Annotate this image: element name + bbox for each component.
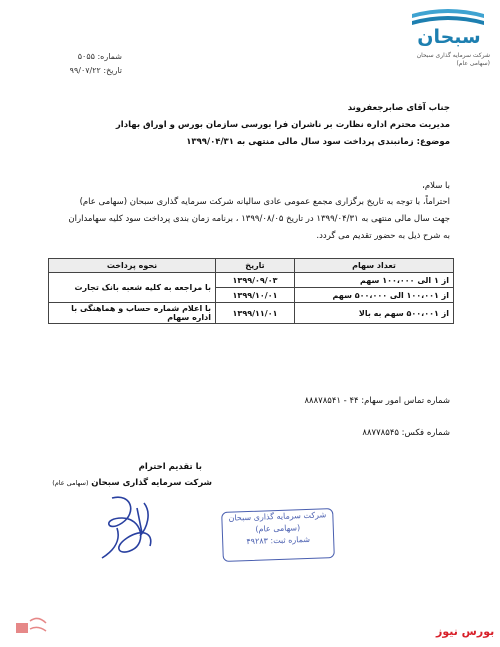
greeting: با سلام،: [422, 181, 450, 191]
letter-subject: موضوع: زمانبندی پرداخت سود سال مالی منتهی به ۱۳۹۹/۰۴/۳۱: [186, 137, 450, 147]
table-row: [49, 303, 454, 324]
body-line-1: احتراماً، با توجه به تاریخ برگزاری مجمع عمومی عادی سالیانه شرکت سرمایه گذاری سبحان (سهامی عام): [79, 197, 450, 207]
watermark-logo-icon: [14, 615, 48, 637]
stamp-line-1: شرکت سرمایه گذاری سبحان: [228, 510, 327, 523]
logo-wordmark: سبحان: [417, 26, 481, 48]
shares-cell: از ۱۰۰،۰۰۱ الی ۵۰۰،۰۰۰ سهم: [295, 288, 454, 303]
stamp-line-3: شماره ثبت: ۴۹۲۸۳: [246, 534, 311, 547]
body-line-2: جهت سال مالی منتهی به ۱۳۹۹/۰۴/۳۱ در تاریخ ۱۳۹۹/۰۸/۰۵ ، برنامه زمان بندی پرداخت سود کلیه سهامداران: [68, 214, 450, 224]
letter-date: تاریخ: ۹۹/۰۷/۲۲: [69, 66, 122, 75]
header-shares: تعداد سهام: [295, 259, 454, 273]
logo-subtitle-name: شرکت سرمایه گذاری سبحان: [416, 52, 490, 59]
date-cell: ۱۳۹۹/۱۱/۰۱: [216, 303, 295, 324]
closing-company-name: شرکت سرمایه گذاری سبحان: [91, 478, 212, 488]
body-line-3: به شرح ذیل به حضور تقدیم می گردد.: [316, 231, 450, 241]
stamp-line-2: (سهامی عام): [255, 523, 301, 534]
shares-cell: از ۱ الی ۱۰۰،۰۰۰ سهم: [295, 273, 454, 288]
shares-cell: از ۵۰۰،۰۰۱ سهم به بالا: [295, 303, 454, 324]
method-cell: [49, 303, 216, 324]
method-line-1: با اعلام شماره حساب و هماهنگی با: [71, 304, 211, 313]
logo-subtitle: [408, 52, 490, 68]
method-line-2: اداره سهام: [167, 313, 211, 322]
table-header-row: [49, 259, 454, 273]
method-cell: با مراجعه به کلیه شعبه بانک تجارت: [49, 273, 216, 303]
letter-number: شماره: ۵۰۵۵: [77, 52, 122, 61]
recipient-title: مدیریت محترم اداره نظارت بر ناشران فرا بورسی سازمان بورس و اوراق بهادار: [115, 120, 450, 130]
company-stamp: [221, 508, 335, 562]
closing-regards: [40, 462, 450, 473]
signature-image: [92, 488, 172, 568]
contact-phone: شماره تماس امور سهام: ۴۴ - ۸۸۸۷۸۵۴۱: [304, 396, 450, 406]
header-method: نحوه پرداخت: [49, 259, 216, 273]
logo-subtitle-type: (سهامی عام): [456, 60, 490, 67]
contact-fax: شماره فکس: ۸۸۷۷۸۵۴۵: [362, 428, 450, 438]
date-cell: ۱۳۹۹/۱۰/۰۱: [216, 288, 295, 303]
closing-company-type: (سهامی عام): [52, 479, 89, 487]
source-brand: بورس نیوز: [436, 625, 495, 638]
recipient-name: جناب آقای صابرجعفروند: [347, 103, 450, 113]
table-row: [49, 273, 454, 288]
header-date: تاریخ: [216, 259, 295, 273]
payment-schedule-table: [48, 258, 454, 324]
date-cell: ۱۳۹۹/۰۹/۰۳: [216, 273, 295, 288]
closing-regards-text: با تقدیم احترام: [138, 462, 202, 472]
